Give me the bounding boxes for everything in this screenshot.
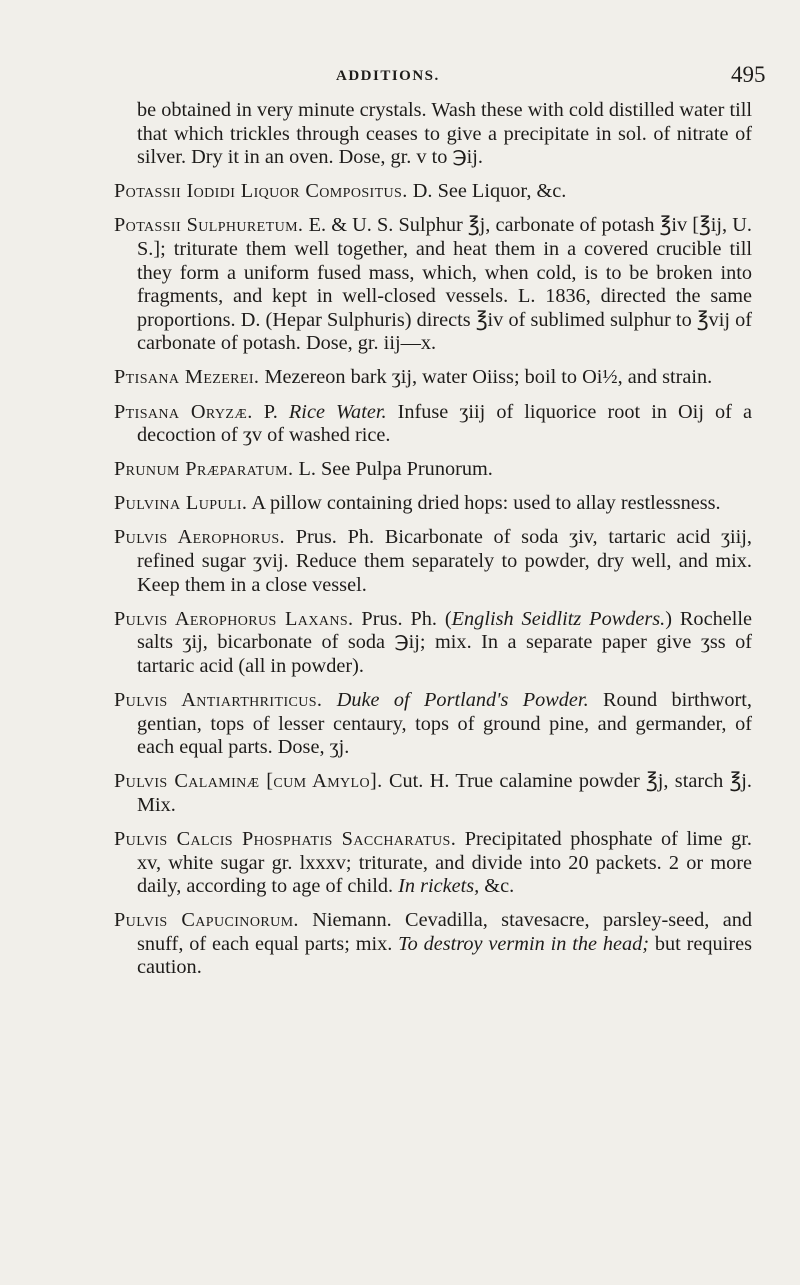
entry-heading: Potassii Iodidi Liquor Compositus. bbox=[114, 180, 408, 203]
entry-text: Niemann. Cevadilla, stavesacre, parsley-seed, and snuff, of each equal parts; mix. bbox=[137, 909, 753, 955]
entry-text: A pillow containing dried hops: used to allay restlessness. bbox=[247, 492, 721, 515]
page-body bbox=[114, 99, 752, 991]
entry-italic: To destroy vermin in the head; bbox=[398, 932, 650, 955]
entry-pulvis-aerophorus bbox=[114, 526, 752, 597]
entry-heading: Pulvis Calcis Phosphatis Saccharatus. bbox=[114, 827, 457, 850]
entry-continuation bbox=[114, 99, 752, 170]
entry-tail: ) Rochelle salts ʒij, bicarbonate of soda ℈ij; mix. In a separate paper give ʒss of tartaric acid (all in powder). bbox=[137, 607, 752, 677]
entry-text: E. & U. S. Sulphur ℥j, carbonate of potash ℥iv [℥ij, U. S.]; triturate them well together, and heat them in a covered crucible till they form a uniform fused mass, which, when cold, is to be broken into fragments, and kept in well-closed vessels. L. 1836, directed the same proportions. D. (Hepar Sulphuris) directs ℥iv of sublimed sulphur to ℥vij of carbonate of potash. Dose, gr. iij—x. bbox=[137, 214, 752, 355]
entry-tail: &c. bbox=[479, 875, 515, 898]
entry-tail: but requires caution. bbox=[137, 932, 752, 979]
entry-ptisana-oryzae bbox=[114, 401, 752, 448]
entry-heading: Pulvis Aerophorus Laxans. bbox=[114, 607, 354, 630]
entry-heading: Pulvis Calaminæ [cum Amylo]. bbox=[114, 770, 383, 793]
entry-text: be obtained in very minute crystals. Wash these with cold distilled water till that which trickles through ceases to give a precipitate in sol. of nitrate of silver. Dry it in an oven. Dose, gr. v to ℈ij. bbox=[137, 99, 752, 169]
entry-text: L. See Pulpa Prunorum. bbox=[293, 458, 493, 481]
entry-heading: Prunum Præparatum. bbox=[114, 458, 294, 481]
entry-text: Prus. Ph. Bicarbonate of soda ʒiv, tartaric acid ʒiij, refined sugar ʒvij. Reduce them separately to powder, dry well, and mix. Keep them in a close vessel. bbox=[137, 526, 753, 596]
entry-text bbox=[322, 689, 336, 711]
entry-text: D. See Liquor, &c. bbox=[407, 180, 567, 203]
entry-tail: Round birthwort, gentian, tops of lesser centaury, tops of ground pine, and germander, of each equal parts. Dose, ʒj. bbox=[137, 688, 752, 759]
entry-pulvina-lupuli bbox=[114, 492, 752, 516]
entry-heading: Pulvis Antiarthriticus. bbox=[114, 688, 323, 711]
entry-heading: Pulvina Lupuli. bbox=[114, 492, 248, 515]
entry-heading: Potassii Sulphuretum. bbox=[114, 214, 304, 237]
entry-text: P. bbox=[252, 400, 289, 423]
entry-tail: Infuse ʒiij of liquorice root in Oij of a decoction of ʒv of washed rice. bbox=[137, 400, 752, 447]
entry-pulvis-capucinorum bbox=[114, 909, 752, 980]
entry-italic: Rice Water. bbox=[288, 400, 387, 423]
entry-text: Mezereon bark ʒij, water Oiiss; boil to Oi½, and strain. bbox=[259, 366, 713, 389]
entry-heading: Ptisana Oryzæ. bbox=[114, 400, 253, 423]
page-number: 495 bbox=[731, 62, 766, 87]
entry-italic: English Seidlitz Powders. bbox=[451, 607, 666, 630]
page-header bbox=[0, 62, 800, 92]
entry-heading: Pulvis Aerophorus. bbox=[114, 526, 285, 549]
entry-text: Prus. Ph. ( bbox=[353, 607, 452, 630]
entry-pulvis-calcis-phosphatis bbox=[114, 828, 752, 899]
entry-potassii-sulphuretum bbox=[114, 214, 752, 356]
entry-text: Cut. H. True calamine powder ℥j, starch ℥j. Mix. bbox=[137, 770, 753, 816]
entry-pulvis-calaminae bbox=[114, 770, 752, 817]
entry-pulvis-antiarthriticus bbox=[114, 689, 752, 760]
entry-heading: Ptisana Mezerei. bbox=[114, 366, 260, 389]
running-head: ADDITIONS. bbox=[336, 68, 440, 84]
entry-heading: Pulvis Capucinorum. bbox=[114, 909, 299, 932]
entry-prunum-praeparatum bbox=[114, 458, 752, 482]
entry-italic: In rickets, bbox=[398, 875, 480, 898]
entry-italic: Duke of Portland's Powder. bbox=[336, 688, 589, 711]
entry-pulvis-aerophorus-laxans bbox=[114, 608, 752, 679]
entry-potassii-iodidi-liquor bbox=[114, 180, 752, 204]
entry-text: Precipitated phosphate of lime gr. xv, white sugar gr. lxxxv; triturate, and divide into 20 packets. 2 or more daily, according to age of child. bbox=[137, 827, 752, 898]
entry-ptisana-mezerei bbox=[114, 366, 752, 390]
